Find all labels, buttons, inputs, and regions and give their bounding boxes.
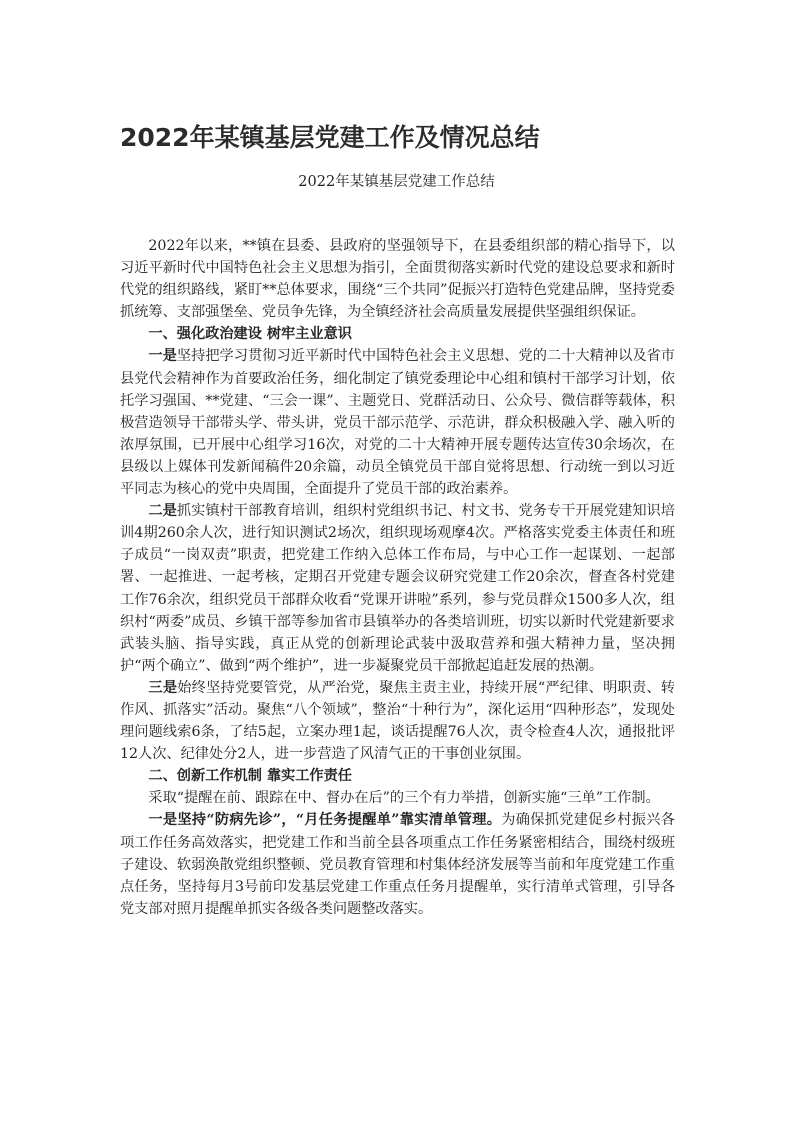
document-subtitle: 2022年某镇基层党建工作总结 bbox=[298, 174, 495, 190]
paragraph-text: 坚持把学习贯彻习近平新时代中国特色社会主义思想、党的二十大精神以及省市县党代会精神作为首要政治任务，细化制定了镇党委理论中心组和镇村干部学习计划，依托学习强国、**党建、“三会一课”、主题党日、党群活动日、公众号、微信群等载体，积极营造领导干部带头学、带头讲，党员干部示范学、示范讲，群众积极融入学、融入听的浓厚氛围，已开展中心组学习16次，对党的二十大精神开展专题传达宣传30余场次，在县级以上媒体刊发新闻稿件20余篇，动员全镇党员干部自觉将思想、行动统一到以习近平同志为核心的党中央周围，全面提升了党员干部的政治素养。 bbox=[120, 348, 675, 498]
paragraph bbox=[120, 677, 675, 765]
paragraph-lead: 一是坚持“防病先诊”，“月任务提醒单”靠实清单管理。 bbox=[148, 812, 502, 829]
paragraph-lead: 一是 bbox=[148, 348, 177, 365]
section-heading-1: 一、强化政治建设 树牢主业意识 bbox=[148, 326, 352, 343]
document-body bbox=[120, 235, 675, 920]
paragraph-lead: 三是 bbox=[148, 679, 178, 696]
paragraph-text: 为确保抓党建促乡村振兴各项工作任务高效落实，把党建工作和当前全县各项重点工作任务紧密相结合，围绕村级班子建设、软弱涣散党组织整顿、党员教育管理和村集体经济发展等当前和年度党建工作重点任务，坚持每月3号前印发基层党建工作重点任务月提醒单，实行清单式管理，引导各党支部对照月提醒单抓实各级各类问题整改落实。 bbox=[120, 812, 675, 917]
paragraph bbox=[120, 345, 675, 500]
paragraph-lead: 二是 bbox=[148, 503, 177, 520]
paragraph bbox=[120, 809, 675, 919]
section-heading-2: 二、创新工作机制 靠实工作责任 bbox=[148, 768, 352, 785]
paragraph bbox=[120, 500, 675, 677]
intro-paragraph: 2022年以来，**镇在县委、县政府的坚强领导下，在县委组织部的精心指导下，以习近平新时代中国特色社会主义思想为指引，全面贯彻落实新时代党的建设总要求和新时代党的组织路线，紧盯**总体要求，围绕“三个共同”促振兴打造特色党建品牌，坚持党委抓统筹、支部强堡垒、党员争先锋，为全镇经济社会高质量发展提供坚强组织保证。 bbox=[120, 238, 675, 321]
paragraph-text: 始终坚持党要管党，从严治党，聚焦主责主业，持续开展“严纪律、明职责、转作风、抓落实”活动。聚焦“八个领域”，整治“十种行为”，深化运用“四种形态”，发现处理问题线索6条，了结5起，立案办理1起，谈话提醒76人次，责令检查4人次，通报批评12人次、纪律处分2人，进一步营造了风清气正的干事创业氛围。 bbox=[120, 679, 675, 763]
document-title: 2022年某镇基层党建工作及情况总结 bbox=[120, 123, 540, 152]
section-intro-paragraph: 采取“提醒在前、跟踪在中、督办在后”的三个有力举措，创新实施“三单”工作制。 bbox=[148, 790, 660, 807]
paragraph-text: 抓实镇村干部教育培训，组织村党组织书记、村文书、党务专干开展党建知识培训4期260余人次，进行知识测试2场次，组织现场观摩4次。严格落实党委主体责任和班子成员“一岗双责”职责，把党建工作纳入总体工作布局，与中心工作一起谋划、一起部署、一起推进、一起考核，定期召开党建专题会议研究党建工作20余次，督查各村党建工作76余次，组织党员干部群众收看“党课开讲啦”系列，参与党员群众1500多人次，组织村“两委”成员、乡镇干部等参加省市县镇举办的各类培训班，切实以新时代党建新要求武装头脑、指导实践，真正从党的创新理论武装中汲取营养和强大精神力量，坚决拥护“两个确立”、做到“两个维护”，进一步凝聚党员干部掀起追赶发展的热潮。 bbox=[120, 503, 675, 674]
